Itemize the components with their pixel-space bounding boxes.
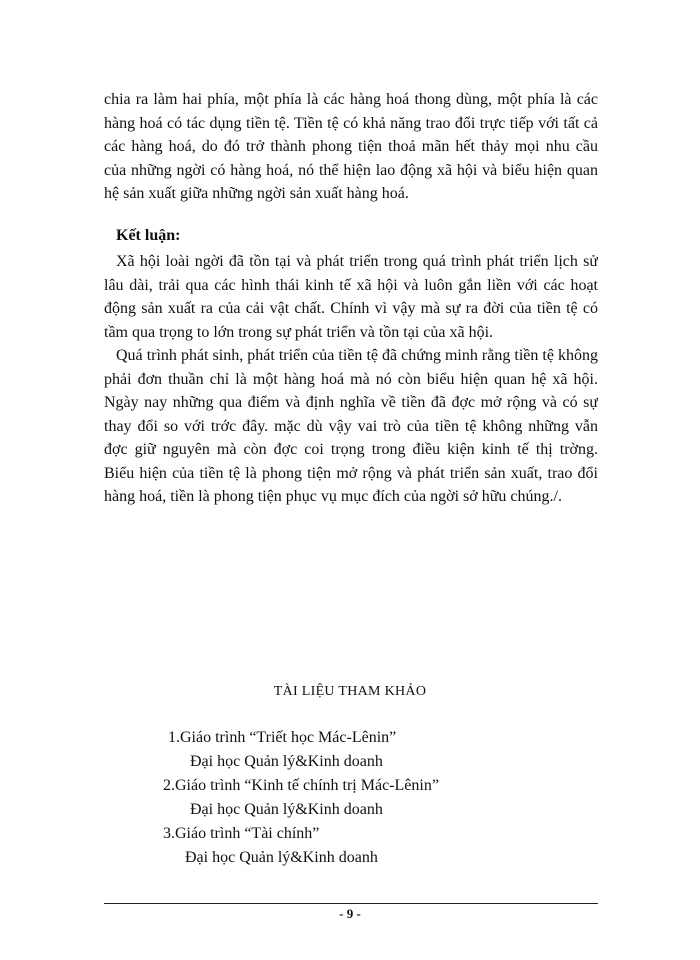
reference-publisher: Đại học Quản lý&Kinh doanh [185,849,378,866]
text-line: hàng hoá, tiền là phong tiện phục vụ mục đích của ngời sở hữu chúng./. [104,488,562,505]
text-line: của những ngời có hàng hoá, nó thể hiện lao động xã hội và biểu hiện quan [104,161,598,179]
text-line: các hàng hoá, do đó trở thành phong tiện thoả mãn hết thảy mọi nhu cầu [104,138,598,155]
text-line: phải đơn thuần chỉ là một hàng hoá mà nó còn biểu hiện quan hệ xã hội. [104,370,598,388]
reference-title: 1.Giáo trình “Triết học Mác-Lênin” [168,729,397,746]
paragraph-conclusion [104,250,598,344]
reference-publisher: Đại học Quản lý&Kinh doanh [190,753,383,770]
footer-divider [104,903,598,904]
text-line: đợc giữ nguyên mà còn đợc coi trọng trong điều kiện kinh tế thị trờng. [104,441,598,458]
text-line: Quá trình phát sinh, phát triển của tiền tệ đã chứng minh rằng tiền tệ không [116,347,598,364]
text-line: động sản xuất ra của cải vật chất. Chính vì vậy mà sự ra đời của tiền tệ có [104,300,598,317]
text-line: lâu dài, trải qua các hình thái kinh tế xã hội và luôn gắn liền với các hoạt [104,276,598,294]
references-title: TÀI LIỆU THAM KHẢO [273,684,427,699]
paragraph-summary [104,344,598,509]
text-line: chia ra làm hai phía, một phía là các hàng hoá thong dùng, một phía là các [104,91,598,108]
conclusion-heading: Kết luận: [116,227,181,244]
text-line: Biểu hiện của tiền tệ là phong tiện mở rộng và phát triển sản xuất, trao đổi [104,464,598,482]
reference-title: 2.Giáo trình “Kinh tế chính trị Mác-Lênin” [163,777,439,794]
text-line: tầm qua trọng to lớn trong sự phát triển và tồn tại của xã hội. [104,323,494,341]
text-line: hàng hoá có tác dụng tiền tệ. Tiền tệ có khả năng trao đổi trực tiếp với tất cả [104,114,598,132]
text-line: Ngày nay những qua điểm và định nghĩa về tiền đã đợc mở rộng và có sự [104,394,598,411]
text-line: Xã hội loài ngời đã tồn tại và phát triển trong quá trình phát triển lịch sử [116,253,598,270]
text-line: hệ sản xuất giữa những ngời sản xuất hàng hoá. [104,185,409,202]
paragraph-continuation [104,88,598,206]
text-line: thay đổi so với trớc đây. mặc dù vậy vai trò của tiền tệ không những vẫn [104,417,598,435]
reference-title: 3.Giáo trình “Tài chính” [163,825,320,842]
page-number: - 9 - [339,906,361,921]
reference-publisher: Đại học Quản lý&Kinh doanh [190,801,383,818]
